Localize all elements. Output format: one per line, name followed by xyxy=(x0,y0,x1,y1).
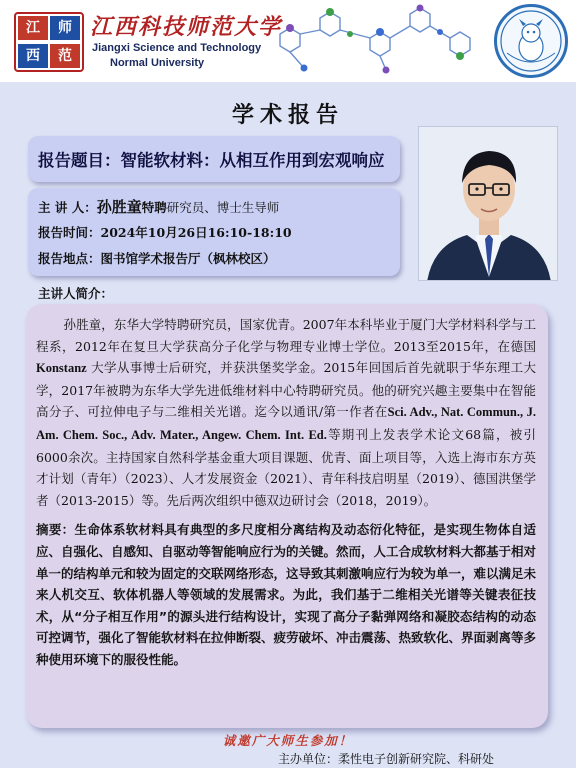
speaker-portrait-icon xyxy=(419,127,558,281)
speaker-label: 主 讲 人： xyxy=(38,200,97,215)
time-label: 报告时间： xyxy=(38,225,101,240)
abstract: 摘要：生命体系软材料具有典型的多尺度相分离结构及动态衍化特征，是实现生物体自适应、自强化、自感知、自驱动等智能响应行为的关键。然而，人工合成软材料大都基于相对单一的结构单元和较为固定的交联网络形态，这导致其刺激响应行为较为单一，难以满足未来人机交互、软体机器人等领域的发展需求。为此，我们基于二维相关光谱等关键表征技术，从“分子相互作用”的源头进行结构设计，实现了高分子黏弹网络和凝胶态结构的动态可控调节，强化了智能软材料在拉伸断裂、疲劳破坏、冲击震荡、热致软化、界面剥离等多种使用环境下的服役性能。 xyxy=(36,522,537,667)
bio-part-3: 等期刊上发表学术论文68篇，被引6000余次。主持国家自然科学基金重大项目课题、优青、面上项目等，入选上海市东方英才计划（青年）（2023）、人才发展资金（2021）、青年科技启明星（2019）、德国洪堡学者（2013-2015）等。先后两次组织中德双边研讨会（2018，2019）。 xyxy=(36,426,536,508)
speaker-bio xyxy=(36,314,536,511)
speaker-title: 研究员、博士生导师 xyxy=(166,200,280,215)
info-box xyxy=(28,188,400,276)
time-row xyxy=(38,220,390,246)
bio-heading: 主讲人简介： xyxy=(38,286,114,301)
report-topic: 报告题目：智能软材料：从相互作用到宏观响应 xyxy=(38,151,385,170)
speaker-row xyxy=(38,194,390,220)
university-name-cn: 江西科技师范大学 xyxy=(90,14,283,40)
bio-university-name: Konstanz xyxy=(36,361,87,376)
poster-title: 学术报告 xyxy=(231,103,344,128)
header xyxy=(0,0,576,82)
bio-journal-list: Sci. Adv., Nat. Commun., J. Am. Chem. Soc., Adv. Mater., Angew. Chem. Int. Ed. xyxy=(36,405,536,442)
speaker-name: 孙胜童 xyxy=(96,198,142,216)
bio-box xyxy=(26,304,548,728)
place-row xyxy=(38,246,390,272)
logo-char: 师 xyxy=(50,16,80,40)
bio-part-2: 大学从事博士后研究，并获洪堡奖学金。2015年回国后首先就职于华东理工大学，2017年被聘为东华大学先进低维材料中心特聘研究员。他的研究兴趣主要集中在智能高分子、可拉伸电子与二维相关光谱。迄今以通讯/第一作者在 xyxy=(36,360,536,420)
logo-char: 西 xyxy=(18,44,48,68)
bio-part-1: 孙胜童，东华大学特聘研究员，国家优青。2007年本科毕业于厦门大学材料科学与工程系，2012年在复旦大学获高分子化学与物理专业博士学位。2013至2015年，在德国 xyxy=(36,317,536,354)
speaker-photo xyxy=(418,126,558,281)
time-value: 2024年10月26日16:10-18:10 xyxy=(100,225,292,240)
university-logo xyxy=(14,12,84,72)
logo-char: 江 xyxy=(18,16,48,40)
lab-mascot-icon xyxy=(497,7,565,75)
university-name-en-line1: Jiangxi Science and Technology xyxy=(92,42,262,54)
place-value: 图书馆学术报告厅（枫林校区） xyxy=(100,251,276,266)
lab-logo xyxy=(494,4,568,78)
welcome-message: 诚邀广大师生参加！ xyxy=(222,733,354,748)
speaker-title-strong: 特聘 xyxy=(141,200,167,215)
university-name-en-line2: Normal University xyxy=(110,57,205,69)
logo-char: 范 xyxy=(50,44,80,68)
topic-box xyxy=(28,136,400,182)
place-label: 报告地点： xyxy=(38,251,101,266)
organizer: 主办单位：柔性电子创新研究院、科研处 xyxy=(278,752,495,766)
molecule-decoration xyxy=(260,4,490,76)
